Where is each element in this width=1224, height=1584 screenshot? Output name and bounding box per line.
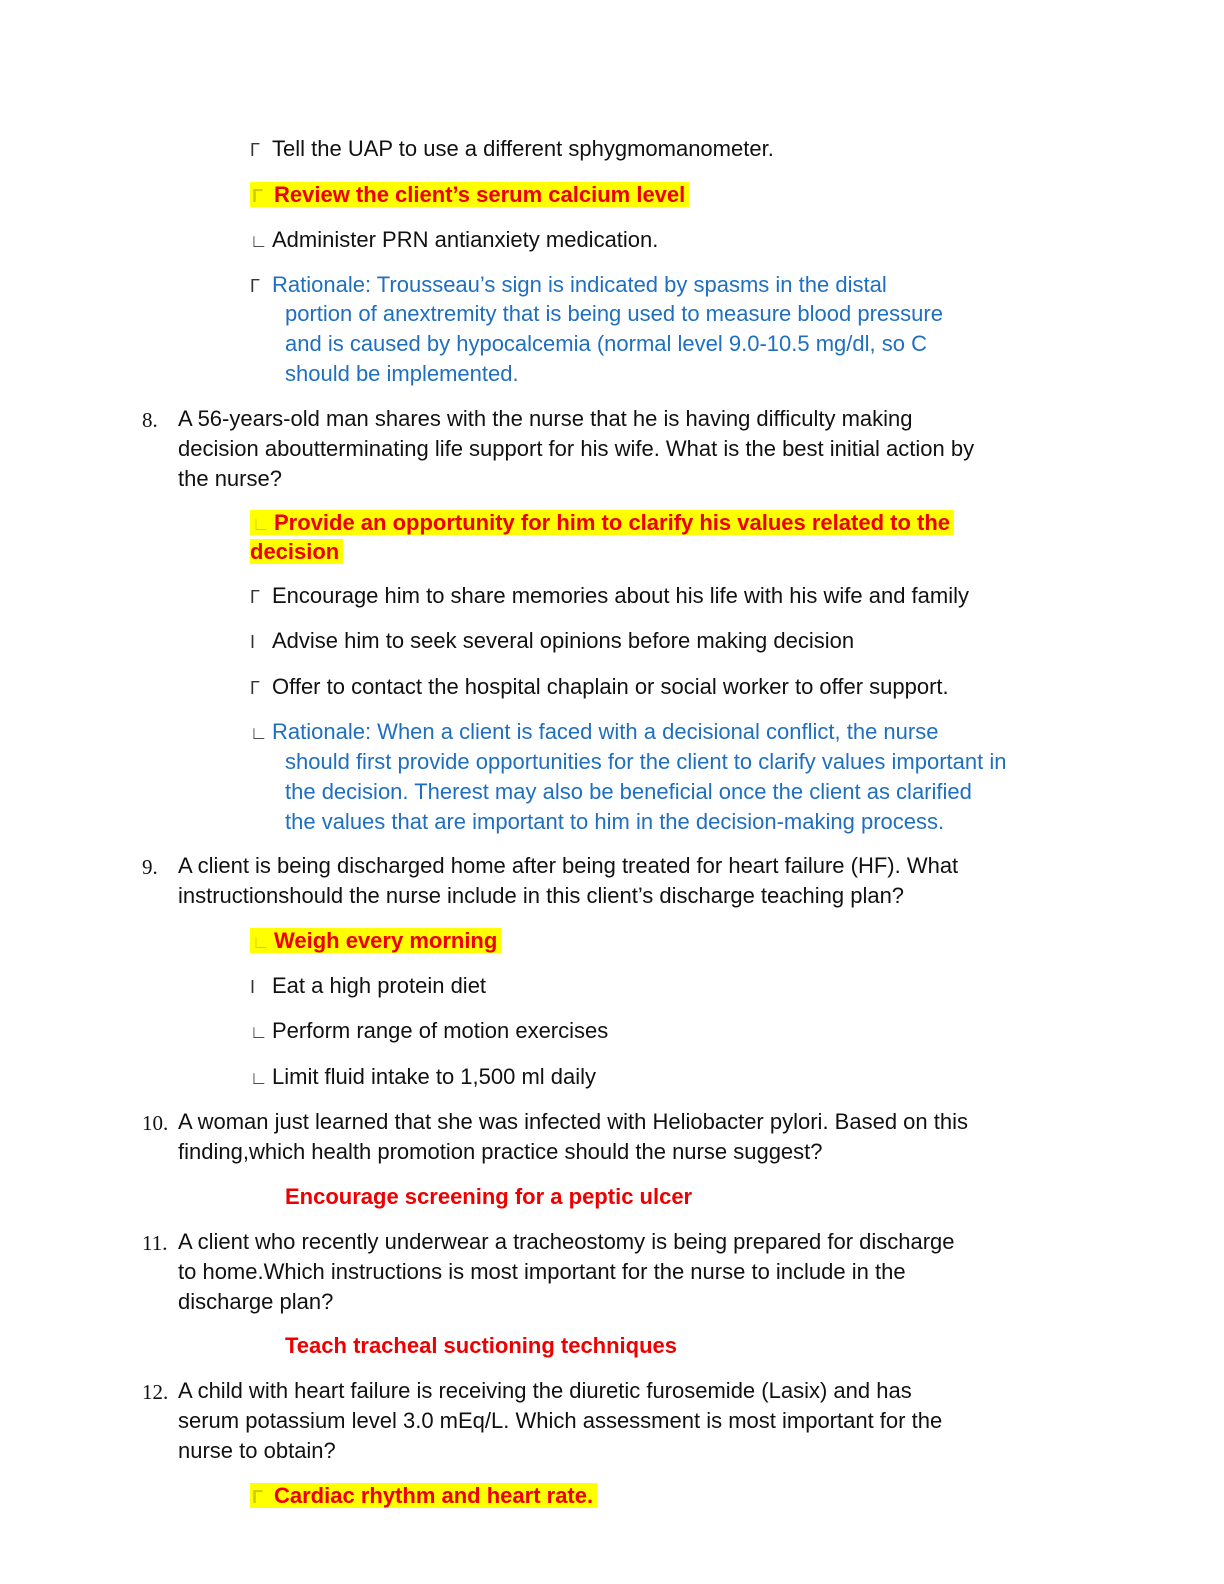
q9-question-line-1: A client is being discharged home after being treated for heart failure (HF). What: [178, 853, 959, 878]
q12-question-line-3: nurse to obtain?: [178, 1438, 336, 1463]
q7-rationale-line-1: Γ Rationale: Trousseau’s sign is indicated by spasms in the distal: [250, 270, 887, 301]
checkbox-mark: Γ: [252, 186, 263, 206]
q8-question-line-1: A 56-years-old man shares with the nurse that he is having difficulty making: [178, 406, 913, 431]
q9-option: I Eat a high protein diet: [250, 971, 486, 1002]
q8-rationale-line-1: ∟ Rationale: When a client is faced with a decisional conflict, the nurse: [250, 717, 938, 748]
q12-question-line-2: serum potassium level 3.0 mEq/L. Which assessment is most important for the: [178, 1408, 943, 1433]
checkbox-mark: I: [250, 977, 256, 997]
checkbox-mark: ∟: [250, 231, 268, 251]
checkbox-mark: ∟: [250, 1022, 268, 1042]
q8-question-line-2: decision aboutterminating life support for his wife. What is the best initial action by: [178, 436, 975, 461]
option-text: Tell the UAP to use a different sphygmomanometer.: [272, 136, 774, 161]
q10-question-line-1: A woman just learned that she was infected with Heliobacter pylori. Based on this: [178, 1109, 968, 1134]
q11-question-line-3: discharge plan?: [178, 1289, 334, 1314]
q8-question-line-3: the nurse?: [178, 466, 282, 491]
q10-answer: Encourage screening for a peptic ulcer: [285, 1184, 693, 1209]
checkbox-mark: Γ: [250, 276, 260, 296]
q8-option: Γ Encourage him to share memories about his life with his wife and family: [250, 581, 969, 612]
q7-answer: [250, 180, 689, 211]
q8-rationale-line-3: the decision. Therest may also be beneficial once the client as clarified: [285, 779, 972, 804]
q8-option: I Advise him to seek several opinions before making decision: [250, 626, 854, 657]
q10-question-line-2: finding,which health promotion practice should the nurse suggest?: [178, 1139, 823, 1164]
question-number: 10.: [142, 1111, 169, 1135]
q9-answer: ∟ Weigh every morning: [250, 926, 501, 957]
question-number: 12.: [142, 1380, 169, 1404]
q12-question-line-1: A child with heart failure is receiving the diuretic furosemide (Lasix) and has: [178, 1378, 912, 1403]
q8-rationale-line-2: should first provide opportunities for the client to clarify values important in: [285, 749, 1007, 774]
q9-option: ∟ Limit fluid intake to 1,500 ml daily: [250, 1062, 596, 1093]
question-number: 11.: [142, 1231, 168, 1255]
q9-option: ∟ Perform range of motion exercises: [250, 1016, 608, 1047]
answer-text: Review the client’s serum calcium level: [274, 182, 686, 207]
q9-question-line-2: instructionshould the nurse include in this client’s discharge teaching plan?: [178, 883, 905, 908]
checkbox-mark: ∟: [252, 514, 270, 534]
q7-rationale-line-2: portion of anextremity that is being used to measure blood pressure: [285, 301, 943, 326]
checkbox-mark: ∟: [250, 1068, 268, 1088]
q7-option-c: [250, 225, 658, 256]
q11-question-line-1: A client who recently underwear a tracheostomy is being prepared for discharge: [178, 1229, 955, 1254]
answer-continuation: decision: [250, 539, 343, 564]
q7-rationale-line-4: should be implemented.: [285, 361, 519, 386]
checkbox-mark: Γ: [250, 140, 260, 160]
q12-answer: Γ Cardiac rhythm and heart rate.: [250, 1481, 597, 1512]
option-text: Administer PRN antianxiety medication.: [272, 227, 659, 252]
q7-rationale-line-3: and is caused by hypocalcemia (normal level 9.0-10.5 mg/dl, so C: [285, 331, 927, 356]
checkbox-mark: I: [250, 632, 256, 652]
checkbox-mark: Γ: [252, 1487, 263, 1507]
q11-answer: Teach tracheal suctioning techniques: [285, 1333, 678, 1358]
question-number: 9.: [142, 855, 158, 879]
q11-question-line-2: to home.Which instructions is most important for the nurse to include in the: [178, 1259, 906, 1284]
q8-rationale-line-4: the values that are important to him in the decision-making process.: [285, 809, 945, 834]
checkbox-mark: Γ: [250, 587, 260, 607]
checkbox-mark: ∟: [250, 723, 268, 743]
q7-option-a: [250, 134, 774, 165]
question-number: 8.: [142, 408, 158, 432]
checkbox-mark: Γ: [250, 678, 260, 698]
checkbox-mark: ∟: [252, 932, 270, 952]
q8-answer: ∟ Provide an opportunity for him to clarify his values related to the decision: [250, 509, 954, 565]
q8-option: Γ Offer to contact the hospital chaplain or social worker to offer support.: [250, 672, 949, 703]
